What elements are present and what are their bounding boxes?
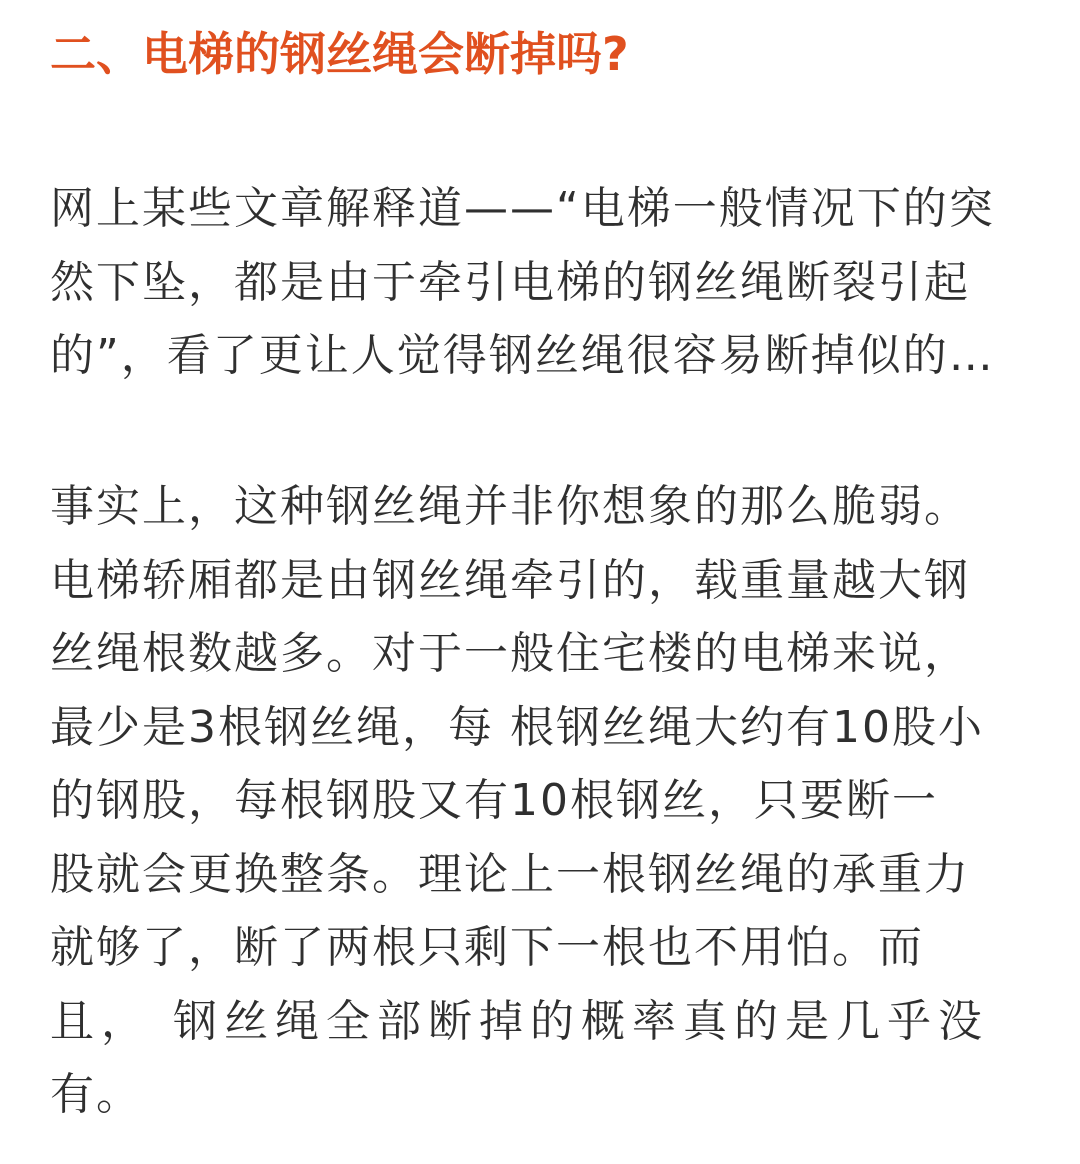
paragraph-2 [50, 470, 1030, 1132]
paragraph-2-line: 股就会更换整条。理论上一根钢丝绳的承重力 [50, 848, 970, 900]
paragraph-2-line: 就够了，断了两根只剩下一根也不用怕。而 [50, 922, 924, 973]
paragraph-2-line: 最少是3根钢丝绳，每 根钢丝绳大约有10股小 [50, 701, 984, 753]
paragraph-2-line: 的钢股，每根钢股又有10根钢丝，只要断一 [50, 775, 938, 826]
paragraph-1 [50, 172, 1030, 393]
paragraph-2-line: 且， 钢丝绳全部断掉的概率真的是几乎没 [50, 995, 989, 1047]
section-heading: 二、电梯的钢丝绳会断掉吗? [50, 27, 629, 81]
paragraph-2-line: 有。 [50, 1069, 142, 1120]
paragraph-2-line: 丝绳根数越多。对于一般住宅楼的电梯来说， [50, 628, 970, 679]
paragraph-1-line: 的”，看了更让人觉得钢丝绳很容易断掉似的… [50, 330, 995, 381]
paragraph-2-line: 电梯轿厢都是由钢丝绳牵引的，载重量越大钢 [50, 554, 970, 606]
paragraph-2-line: 事实上，这种钢丝绳并非你想象的那么脆弱。 [50, 481, 970, 532]
paragraph-1-line: 然下坠，都是由于牵引电梯的钢丝绳断裂引起 [50, 256, 970, 308]
paragraph-1-line: 网上某些文章解释道——“电梯一般情况下的突 [50, 183, 995, 234]
